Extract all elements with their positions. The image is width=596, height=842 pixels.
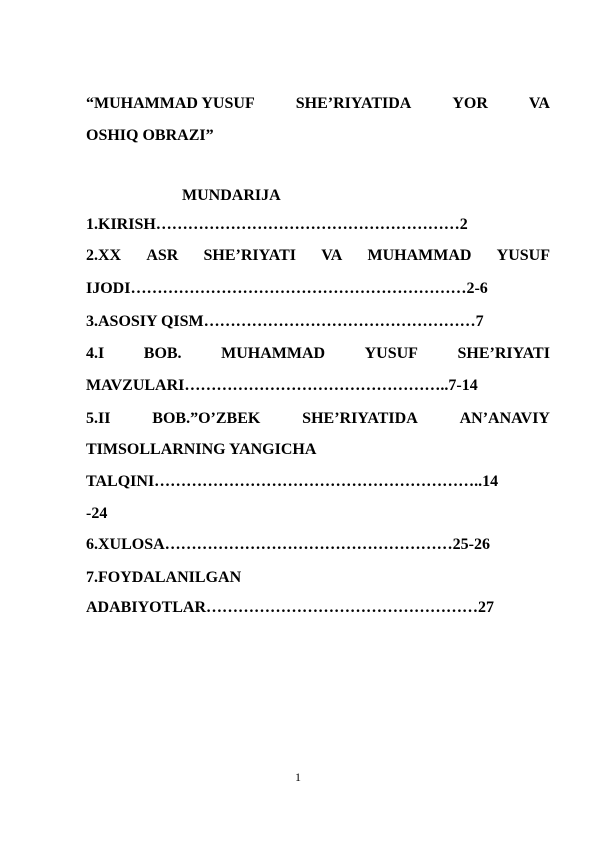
toc-entry-talqini: TALQINI……………………………………………………..14 <box>86 473 499 490</box>
toc-word: YUSUF <box>364 345 418 362</box>
toc-entry-timsollarning: TIMSOLLARNING YANGICHA <box>86 441 317 458</box>
toc-entry-foydalanilgan: 7.FOYDALANILGAN <box>86 569 242 586</box>
toc-entry-xulosa: 6.XULOSA………………………………………………25-26 <box>86 536 491 553</box>
toc-word: MUHAMMAD <box>367 247 472 264</box>
toc-word: 4.I <box>86 345 105 362</box>
toc-word: YUSUF <box>496 247 550 264</box>
toc-entry-page-range: -24 <box>86 505 108 522</box>
toc-word: SHE’RIYATI <box>457 345 550 362</box>
toc-entry-ii-bob <box>86 409 550 429</box>
title-word: VA <box>528 95 550 112</box>
page-number: 1 <box>295 770 301 784</box>
toc-entry-kirish: 1.KIRISH…………………………………………………2 <box>86 216 468 233</box>
toc-entry-adabiyotlar: ADABIYOTLAR……………………………………………27 <box>86 599 495 616</box>
toc-word: 5.II <box>86 410 111 427</box>
toc-word: MUHAMMAD <box>221 345 326 362</box>
title-word: “MUHAMMAD YUSUF <box>86 95 255 112</box>
toc-entry-mavzulari: MAVZULARI…………………………………………..7-14 <box>86 377 478 394</box>
toc-word: ASR <box>146 247 179 264</box>
toc-entry-xx-asr <box>86 246 550 266</box>
toc-entry-asosiy-qism: 3.ASOSIY QISM……………………………………………7 <box>86 313 484 330</box>
title-word: SHE’RIYATIDA <box>295 95 412 112</box>
title-line-1 <box>86 94 550 114</box>
toc-word: SHE’RIYATI <box>203 247 297 264</box>
toc-entry-ijodi: IJODI………………………………………………………2-6 <box>86 280 488 297</box>
toc-entry-i-bob <box>86 344 550 364</box>
title-line-2: OSHIQ OBRAZI” <box>86 127 214 144</box>
toc-word: BOB.”O’ZBEK <box>152 410 261 427</box>
toc-word: VA <box>321 247 343 264</box>
toc-word: 2.XX <box>86 247 122 264</box>
toc-word: BOB. <box>143 345 182 362</box>
contents-heading: MUNDARIJA <box>182 187 281 204</box>
toc-word: SHE’RIYATIDA <box>302 410 418 427</box>
title-word: YOR <box>452 95 488 112</box>
toc-word: AN’ANAVIY <box>459 410 550 427</box>
